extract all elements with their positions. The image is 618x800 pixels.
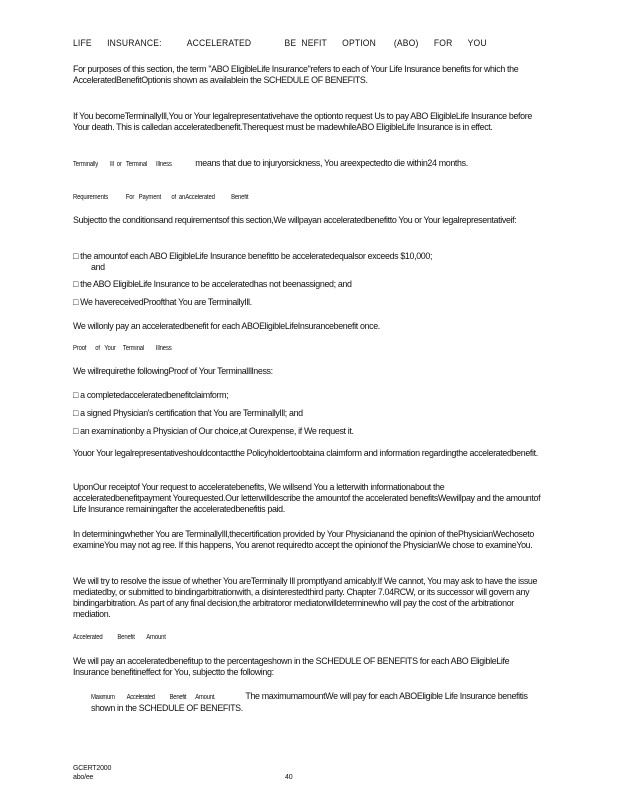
term-maximum-amount-text: The maximumamountWe will pay for each ABOEligible Life Insurance benefitis shown in the SCHEDULE OF BENEFITS. [91,691,528,713]
term-terminally-ill-definition: means that due to injuryorsickness, You areexpectedto die within24 months. [195,158,468,168]
paragraph-once: We willonly pay an acceleratedbenefit for each ABOEligibleLifeInsurancebenefit once. [73,321,380,331]
paragraph-terminally-ill [73,158,543,170]
heading-proof: Proof of Your Terminal Illness [73,345,172,352]
heading-benefit-amount: Accelerated Benefit Amount [73,634,166,641]
page-number: 40 [285,774,293,781]
bullet-examination: □ an examinationby a Physician of Our choice,at Ourexpense, if We request it. [73,426,354,436]
section-title: LIFE INSURANCE: ACCELERATED BE NEFIT OPTION (ABO) FOR YOU [73,38,487,49]
paragraph-definition: For purposes of this section, the term "ABO EligibleLife Insurance"refers to each of Your Life Insurance benefits for which the AcceleratedBenefitOptionis shown as availablein the SCHEDULE OF BENEFITS. [73,64,519,85]
bullet-proof-received: □ We havereceivedProofthat You are TerminallyIll. [73,297,252,307]
paragraph-option: If You becomeTerminallyIll,You or Your legalrepresentativehave the optionto request Us to pay ABO EligibleLife Insurance before Your death. This is calledan acceleratedbenefit.Therequest must be madewhileABO EligibleLife Insurance is in effect. [73,111,532,132]
paragraph-conditions: Subjectto the conditionsand requirementsof this section,We willpayan acceleratedbenefitto You or Your legalrepresentativeif: [73,215,517,225]
heading-requirements: Requirements For Payment of anAccelerated Benefit [73,194,249,201]
paragraph-pay-percentage: We will pay an acceleratedbenefitup to the percentageshown in the SCHEDULE OF BENEFITS for each ABO EligibleLife Insurance benefitineffect for You, subjectto the following: [73,656,510,677]
paragraph-determining: In determiningwhether You are TerminallyIll,thecertification provided by Your Physicianand the opinion of thePhysicianWechoseto examineYou may not ag ree. If this happens, You arenot requiredto accept the opinionof the PhysicianWe chose to examineYou. [73,529,534,550]
bullet-not-assigned: □ the ABO EligibleLife Insurance to be acceleratedhas not beenassigned; and [73,279,352,289]
term-maximum-amount: Maximum Accelerated Benefit Amount. [91,694,216,701]
paragraph-resolve: We will try to resolve the issue of whether You areTerminally Ill promptlyand amicably.If We cannot, You may ask to have the issue mediatedby, or submitted to bindingarbitrationwith, a disinterestedthird party. Chapter 7.04RCW, or its successor will govern any bindingarbitration. As part of any final decision,the arbitratoror mediatorwilldeterminewho will pay the cost of the arbitrationor mediation. [73,576,538,619]
bullet-certification: □ a signed Physician's certification that You are TerminallyIll; and [73,408,303,418]
term-terminally-ill: Terminally Ill or Terminal Illness [73,161,172,168]
paragraph-letter: UponOur receiptof Your request to acceleratebenefits, We willsend You a letterwith informationabout the acceleratedbenefitpayment Yourequested.Our letterwilldescribe the amountof the accelerated benefitsWewillpay and the amountof Life Insurance remainingafter the acceleratedbenefitis paid. [73,482,541,514]
paragraph-contact: Youor Your legalrepresentativeshouldcontactthe Policyholdertoobtaina claimform and information regardingthe acceleratedbenefit. [73,448,538,458]
paragraph-maximum [91,691,543,714]
bullet-amount-cont: and [91,262,105,272]
form-code: GCERT2000 [73,765,112,772]
paragraph-require-proof: We willrequirethe followingProof of Your TerminalIllness: [73,366,273,376]
sub-code: abo/ee [73,774,94,781]
footer-codes [73,764,111,782]
bullet-amount-text: □ the amountof each ABO EligibleLife Insurance benefitto be acceleratedequalsor exceeds $10,000; [73,251,433,261]
bullet-claim-form: □ a completedacceleratedbenefitclaimform; [73,390,229,400]
bullet-amount [73,251,543,273]
